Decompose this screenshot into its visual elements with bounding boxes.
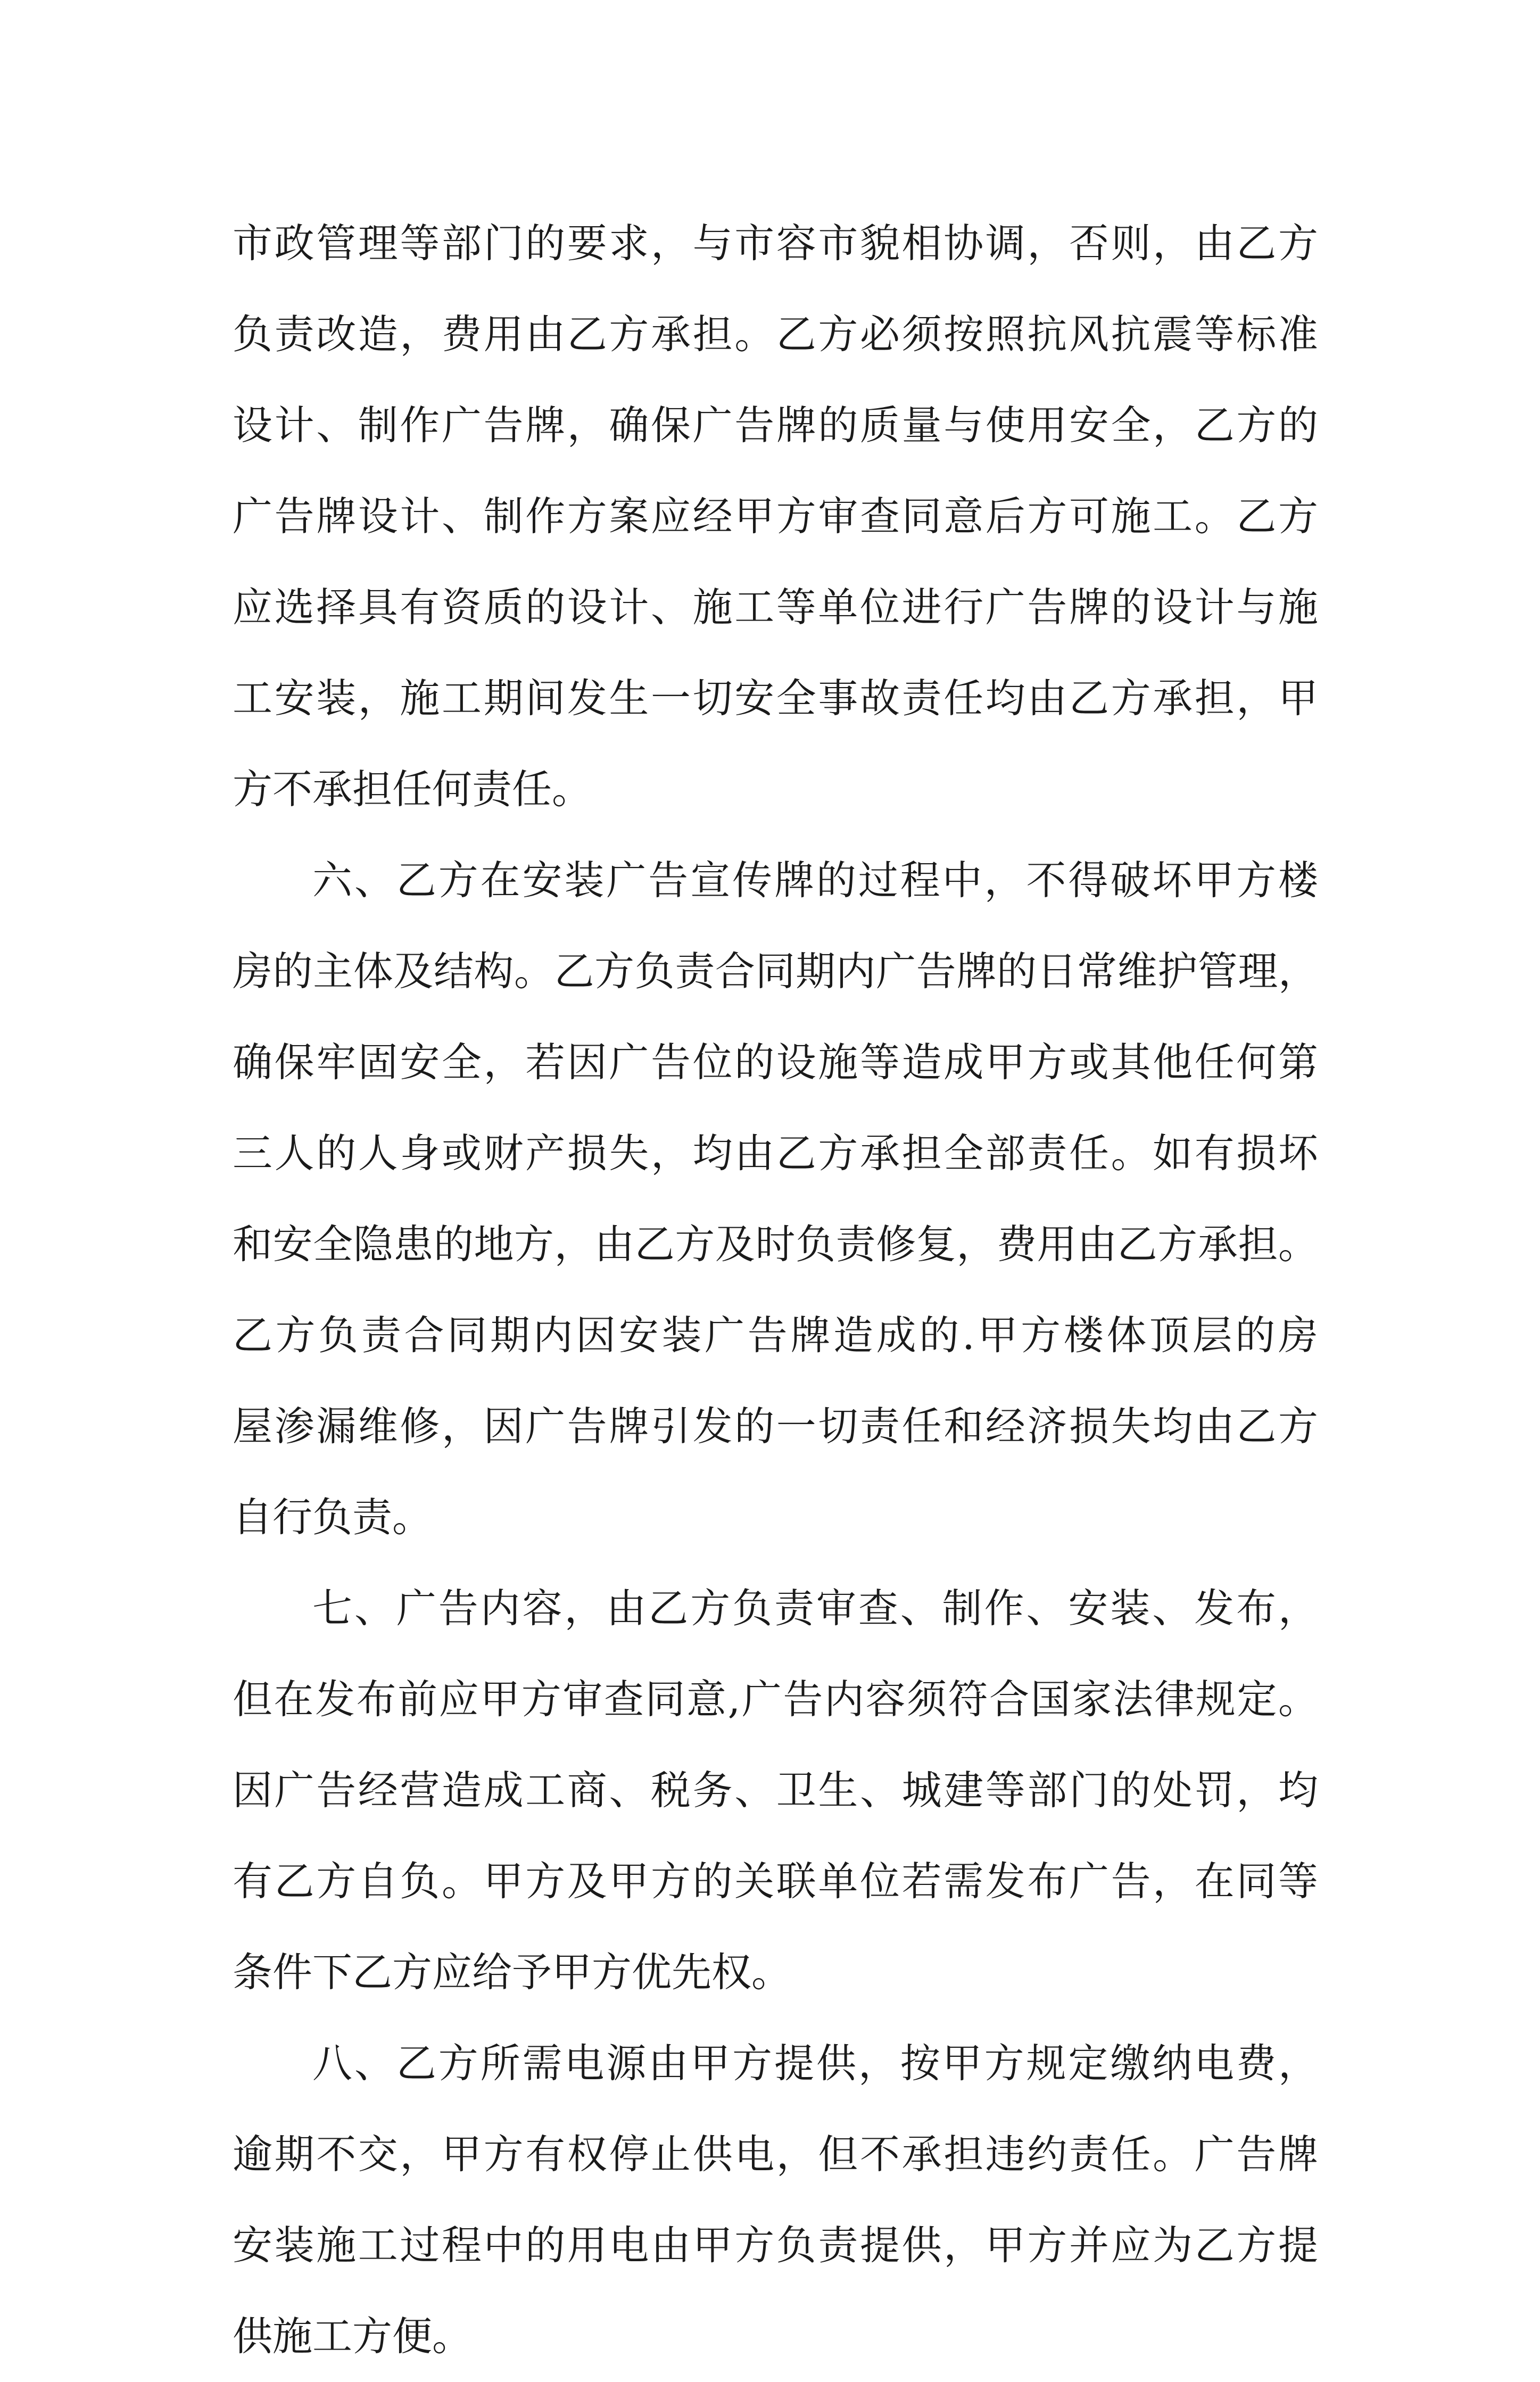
paragraph-clause-7	[233, 1563, 1318, 2018]
text-line: 但在发布前应甲方审查同意,广告内容须符合国家法律规定。	[233, 1676, 1318, 1723]
text-line: 和安全隐患的地方，由乙方及时负责修复，费用由乙方承担。	[233, 1221, 1318, 1268]
paragraph-continuation	[233, 198, 1318, 835]
document-body	[233, 198, 1318, 2382]
text-line: 房的主体及结构。乙方负责合同期内广告牌的日常维护管理，	[233, 948, 1318, 995]
text-line: 自行负责。	[233, 1494, 433, 1541]
text-line: 因广告经营造成工商、税务、卫生、城建等部门的处罚，均	[233, 1767, 1318, 1814]
text-line: 乙方负责合同期内因安装广告牌造成的.甲方楼体顶层的房	[233, 1312, 1318, 1359]
paragraph-clause-6	[233, 835, 1318, 1563]
text-line: 有乙方自负。甲方及甲方的关联单位若需发布广告，在同等	[233, 1858, 1318, 1905]
text-line: 七、广告内容，由乙方负责审查、制作、安装、发布，	[312, 1585, 1318, 1632]
text-line: 市政管理等部门的要求，与市容市貌相协调，否则，由乙方	[233, 220, 1318, 267]
text-line: 三人的人身或财产损失，均由乙方承担全部责任。如有损坏	[233, 1130, 1318, 1177]
text-line: 六、乙方在安装广告宣传牌的过程中，不得破坏甲方楼	[312, 857, 1318, 904]
text-line: 八、乙方所需电源由甲方提供，按甲方规定缴纳电费，	[312, 2040, 1318, 2087]
text-line: 工安装，施工期间发生一切安全事故责任均由乙方承担，甲	[233, 675, 1318, 722]
text-line: 设计、制作广告牌，确保广告牌的质量与使用安全，乙方的	[233, 402, 1318, 449]
text-line: 广告牌设计、制作方案应经甲方审查同意后方可施工。乙方	[233, 493, 1318, 540]
paragraph-clause-8	[233, 2018, 1318, 2382]
text-line: 逾期不交，甲方有权停止供电，但不承担违约责任。广告牌	[233, 2131, 1318, 2178]
text-line: 屋渗漏维修，因广告牌引发的一切责任和经济损失均由乙方	[233, 1403, 1318, 1450]
text-line: 负责改造，费用由乙方承担。乙方必须按照抗风抗震等标准	[233, 311, 1318, 358]
text-line: 供施工方便。	[233, 2313, 473, 2360]
text-line: 确保牢固安全，若因广告位的设施等造成甲方或其他任何第	[233, 1039, 1318, 1086]
text-line: 条件下乙方应给予甲方优先权。	[233, 1949, 792, 1996]
text-line: 方不承担任何责任。	[233, 766, 592, 813]
text-line: 安装施工过程中的用电由甲方负责提供，甲方并应为乙方提	[233, 2222, 1318, 2269]
text-line: 应选择具有资质的设计、施工等单位进行广告牌的设计与施	[233, 584, 1318, 631]
